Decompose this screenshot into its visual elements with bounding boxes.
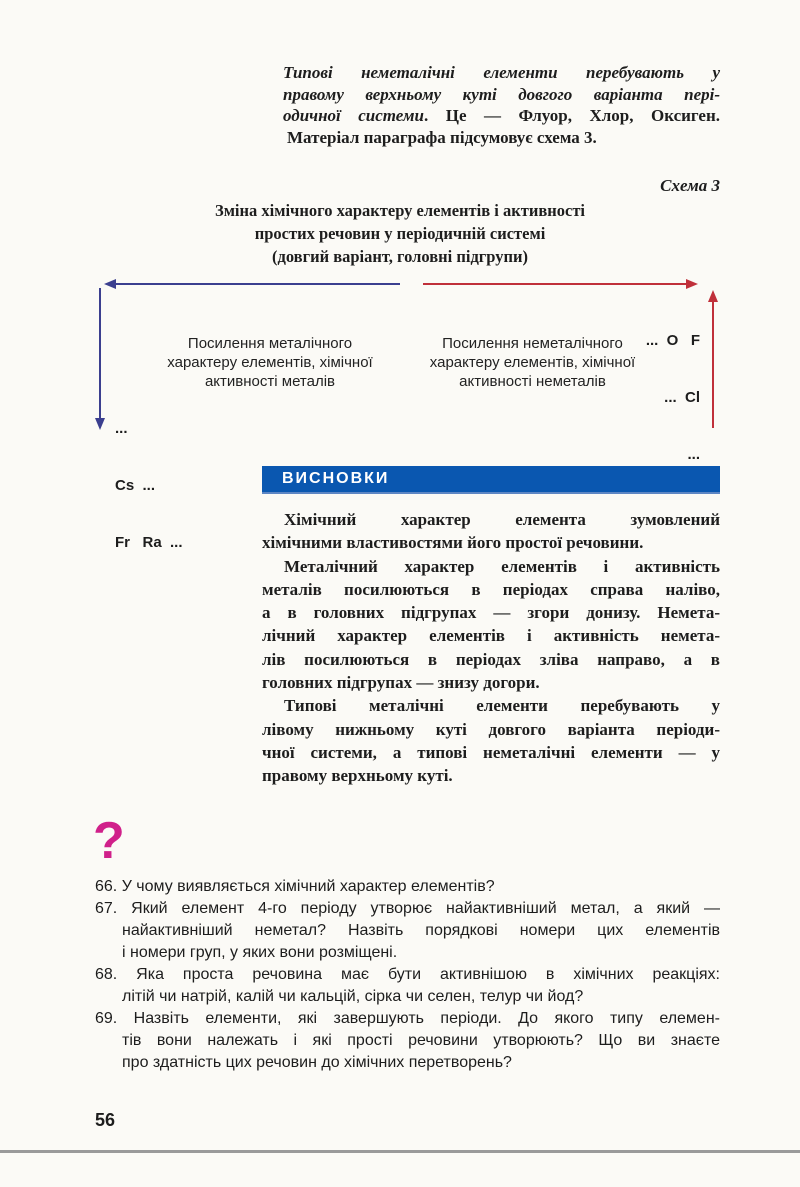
question-line: про здатність цих речовин до хімічних перетворень? [122, 1054, 512, 1071]
question-line: 67. Який елемент 4-го періоду утворює найактивніший метал, а який — [95, 900, 720, 917]
conclusion-line: Хімічний характер елемента зумовлений [284, 510, 720, 529]
conclusion-line: металів посилюються в періодах справа наліво, [262, 579, 720, 599]
bottom-divider [0, 1150, 800, 1153]
conclusion-line: головних підгрупах — знизу догори. [262, 673, 540, 693]
question-line: 69. Назвіть елементи, які завершують періоди. До якого типу елемен- [95, 1010, 720, 1027]
conclusion-line: хімічними властивостями його простої речовини. [262, 533, 644, 553]
element-row: Cs ... [115, 477, 156, 494]
conclusion-line: правому верхньому куті. [262, 766, 453, 786]
conclusions-text [262, 508, 720, 788]
text-line: Посилення неметалічного [442, 335, 623, 352]
page-number: 56 [95, 1110, 116, 1130]
left-elements [115, 393, 183, 571]
text-line: Посилення металічного [187, 335, 353, 352]
italic-text: Типові неметалічні елементи перебувають у [283, 63, 720, 82]
text-line: характеру елементів, хімічної [167, 354, 373, 371]
left-arrow-horizontal [104, 279, 400, 289]
question-line: літій чи натрій, калій чи кальцій, сірка чи селен, телур чи йод? [122, 988, 584, 1005]
conclusion-line: лічний характер елементів і активність немета- [262, 626, 720, 646]
text: Матеріал параграфа підсумовує схема 3. [287, 127, 597, 147]
question-line: 68. Яка проста речовина має бути активнішою в хімічних реакціях: [95, 966, 720, 983]
question-line: найактивніший неметал? Назвіть порядкові номери цих елементів [122, 922, 720, 939]
title-line: (довгий варіант, головні підгрупи) [272, 247, 528, 266]
title-line: простих речовин у періодичній системі [254, 224, 546, 243]
text: . Це — Флуор, Хлор, Оксиген. [424, 106, 721, 125]
text-line: активності металів [204, 373, 336, 390]
right-arrow-vertical [708, 290, 718, 428]
right-elements [646, 293, 700, 483]
title-line: Зміна хімічного характеру елементів і активності [214, 201, 586, 220]
right-arrow-horizontal [423, 279, 698, 289]
question-line: і номери груп, у яких вони розміщені. [122, 944, 398, 961]
text-line: характеру елементів, хімічної [429, 354, 636, 371]
element-row: Fr Ra ... [115, 534, 183, 551]
conclusion-line: лів посилюються в періодах зліва направо, а в [262, 649, 720, 669]
element-row: ... [687, 446, 700, 463]
element-row: ... [115, 420, 128, 437]
question-line: тів вони належать і які прості речовини утворюють? Що ви знаєте [122, 1032, 720, 1049]
questions-list [95, 876, 720, 1074]
question-icon: ? [93, 812, 125, 870]
conclusion-line: Металічний характер елементів і активність [284, 556, 720, 576]
conclusion-line: чної системи, а типові неметалічні елементи — у [262, 742, 720, 762]
left-arrow-vertical [95, 288, 105, 430]
element-row: ... Cl [664, 389, 700, 406]
element-row: ... O F [645, 332, 700, 349]
conclusions-banner [262, 466, 720, 494]
conclusion-line: лівому нижньому куті довгого варіанта періоди- [262, 719, 720, 739]
italic-text: правому верхньому куті довгого варіанта пері- [283, 84, 720, 104]
right-scheme-text [410, 334, 655, 391]
italic-text: одичної системи [283, 106, 424, 125]
question-line: 66. У чому виявляється хімічний характер елементів? [95, 878, 495, 895]
text-line: активності неметалів [459, 373, 606, 390]
conclusion-line: Типові металічні елементи перебувають у [284, 696, 720, 716]
conclusions-heading: ВИСНОВКИ [282, 470, 390, 487]
conclusion-line: а в головних підгрупах — згори донизу. Немета- [262, 603, 720, 623]
scheme-label: Схема 3 [660, 176, 720, 195]
left-scheme-text [140, 334, 400, 391]
